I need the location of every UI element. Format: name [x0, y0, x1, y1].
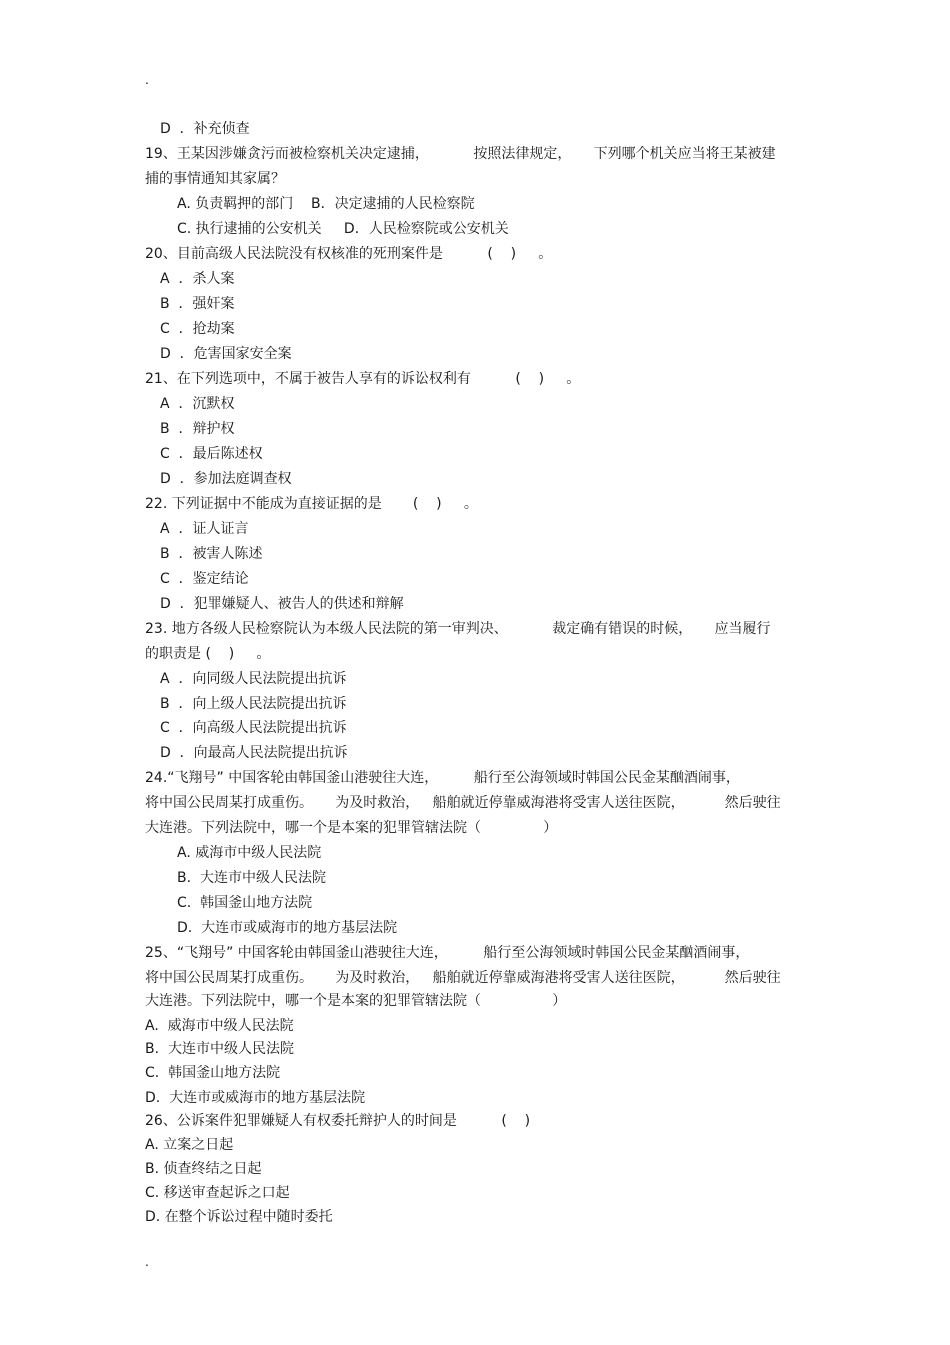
- question-line: 将中国公民周某打成重伤。 为及时救治， 船舶就近停靠威海港将受害人送往医院， 然后驶往: [145, 970, 781, 986]
- option-line: D ．向最高人民法院提出抗诉: [160, 745, 348, 761]
- option-line: D ．参加法庭调查权: [160, 471, 292, 487]
- option-line: D. 大连市或威海市的地方基层法院: [145, 1090, 366, 1106]
- option-line: B ．被害人陈述: [160, 546, 263, 562]
- option-line: C. 移送审查起诉之口起: [145, 1185, 290, 1201]
- option-line: C. 执行逮捕的公安机关 D．人民检察院或公安机关: [177, 221, 509, 237]
- option-line: B. 大连市中级人民法院: [145, 1041, 294, 1057]
- option-line: C ．最后陈述权: [160, 446, 263, 462]
- option-line: B ．向上级人民法院提出抗诉: [160, 696, 347, 712]
- option-line: C ．抢劫案: [160, 321, 235, 337]
- question-line: 将中国公民周某打成重伤。 为及时救治， 船舶就近停靠威海港将受害人送往医院， 然后驶往: [145, 795, 781, 811]
- option-line: A ．沉默权: [160, 396, 235, 412]
- option-line: C. 韩国釜山地方法院: [177, 895, 313, 911]
- question-line: 22. 下列证据中不能成为直接证据的是 ( ) 。: [145, 496, 478, 512]
- option-line: B. 侦查终结之日起: [145, 1161, 262, 1177]
- option-line: A. 威海市中级人民法院: [177, 845, 322, 861]
- question-line: 大连港。下列法院中，哪一个是本案的犯罪管辖法院（ ）: [145, 993, 567, 1009]
- option-line: A. 威海市中级人民法院: [145, 1018, 294, 1034]
- option-line: D. 大连市或威海市的地方基层法院: [177, 920, 398, 936]
- option-line: B. 大连市中级人民法院: [177, 870, 326, 886]
- question-line: 25、“飞翔号” 中国客轮由韩国釜山港驶往大连， 船行至公海领域时韩国公民金某酗酒闹事，: [145, 945, 750, 961]
- option-line: C ．鉴定结论: [160, 571, 249, 587]
- option-line: D ．补充侦查: [160, 121, 250, 137]
- option-line: B ．强奸案: [160, 296, 235, 312]
- option-line: D ．犯罪嫌疑人、被告人的供述和辩解: [160, 596, 404, 612]
- option-line: B ．辩护权: [160, 421, 235, 437]
- option-line: A ．向同级人民法院提出抗诉: [160, 671, 347, 687]
- question-line: 的职责是 ( ) 。: [145, 646, 271, 662]
- option-line: C. 韩国釜山地方法院: [145, 1065, 281, 1081]
- option-line: A. 负责羁押的部门 B．决定逮捕的人民检察院: [177, 196, 475, 212]
- option-line: A ．杀人案: [160, 271, 235, 287]
- question-line: 23. 地方各级人民检察院认为本级人民法院的第一审判决、 裁定确有错误的时候， 应当履行: [145, 621, 771, 637]
- option-line: D. 在整个诉讼过程中随时委托: [145, 1209, 333, 1225]
- page-top-mark: .: [145, 73, 149, 87]
- question-line: 19、王某因涉嫌贪污而被检察机关决定逮捕， 按照法律规定， 下列哪个机关应当将王某被建: [145, 146, 776, 162]
- question-line: 21、在下列选项中，不属于被告人享有的诉讼权利有 ( ) 。: [145, 371, 581, 387]
- question-line: 24.“飞翔号” 中国客轮由韩国釜山港驶往大连， 船行至公海领域时韩国公民金某酗酒闹事，: [145, 770, 740, 786]
- option-line: A ．证人证言: [160, 521, 249, 537]
- question-line: 捕的事情通知其家属？: [145, 171, 285, 187]
- question-line: 26、公诉案件犯罪嫌疑人有权委托辩护人的时间是 ( ): [145, 1113, 531, 1129]
- question-line: 大连港。下列法院中，哪一个是本案的犯罪管辖法院（ ）: [145, 820, 558, 836]
- page-bottom-mark: .: [145, 1255, 149, 1269]
- question-line: 20、目前高级人民法院没有权核准的死刑案件是 ( ) 。: [145, 246, 553, 262]
- option-line: C ．向高级人民法院提出抗诉: [160, 720, 347, 736]
- option-line: D ．危害国家安全案: [160, 346, 292, 362]
- option-line: A. 立案之日起: [145, 1137, 234, 1153]
